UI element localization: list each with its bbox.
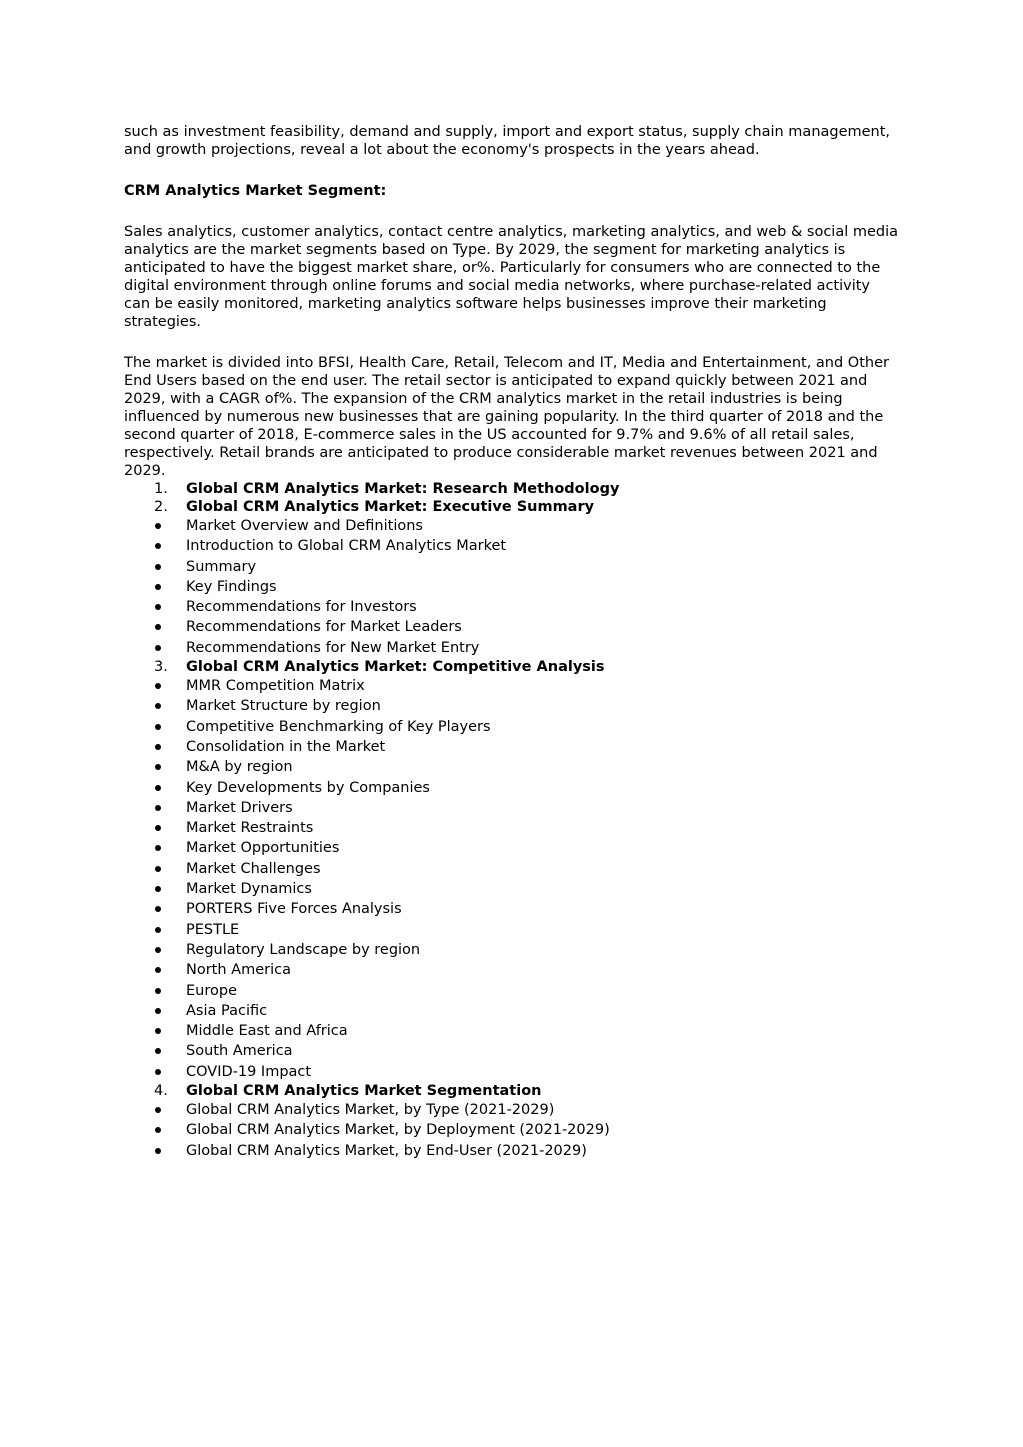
bullet-icon <box>155 1008 161 1014</box>
section-list-3 <box>124 658 899 676</box>
section-title: Global CRM Analytics Market Segmentation <box>186 1083 542 1100</box>
list-item <box>124 696 899 716</box>
bullet-icon <box>155 947 161 953</box>
bullet-icon <box>155 1107 161 1113</box>
list-item-text: Recommendations for Investors <box>186 599 417 616</box>
list-item-text: Market Dynamics <box>186 881 312 898</box>
list-item-text: Market Drivers <box>186 799 293 816</box>
list-item-text: Summary <box>186 558 257 575</box>
list-item-text: Global CRM Analytics Market, by Deployment (2021-2029) <box>186 1122 610 1139</box>
list-item-text: Middle East and Africa <box>186 1023 348 1040</box>
list-item-text: Market Restraints <box>186 820 314 837</box>
list-item <box>124 1001 899 1021</box>
bullet-icon <box>155 906 161 912</box>
section-title: Global CRM Analytics Market: Research Methodology <box>186 481 620 497</box>
bullet-icon <box>155 624 161 630</box>
list-item-text: Key Findings <box>186 578 277 595</box>
end-user-paragraph: The market is divided into BFSI, Health Care, Retail, Telecom and IT, Media and Entertainment, and Other End Users based on the end user. The retail sector is anticipated to expand quickly between 2021 and 2029, with a CAGR of%. The expansion of the CRM analytics market in the retail industries is being influenced by numerous new businesses that are gaining popularity. In the third quarter of 2018 and the second quarter of 2018, E-commerce sales in the US accounted for 9.7% and 9.6% of all retail sales, respectively. Retail brands are anticipated to produce considerable market revenues between 2021 and 2029. <box>124 355 889 479</box>
list-item-text: MMR Competition Matrix <box>186 678 365 695</box>
bullet-icon <box>155 886 161 892</box>
competitive-analysis-list <box>124 676 899 1082</box>
list-item <box>124 676 899 696</box>
list-item-text: PESTLE <box>186 921 240 938</box>
list-item <box>124 557 899 577</box>
bullet-icon <box>155 967 161 973</box>
list-item-text: Key Developments by Companies <box>186 779 430 796</box>
document-page <box>124 123 899 1161</box>
list-item <box>124 1041 899 1061</box>
bullet-icon <box>155 683 161 689</box>
list-item-text: North America <box>186 962 291 979</box>
list-item-text: Market Overview and Definitions <box>186 518 423 534</box>
section-heading <box>124 498 899 516</box>
bullet-icon <box>155 604 161 610</box>
section-number: 4. <box>154 1083 168 1100</box>
list-item <box>124 981 899 1001</box>
bullet-icon <box>155 866 161 872</box>
list-item-text: Asia Pacific <box>186 1002 268 1019</box>
segmentation-list <box>124 1100 899 1161</box>
bullet-icon <box>155 764 161 770</box>
list-item <box>124 920 899 940</box>
list-item <box>124 717 899 737</box>
list-item-text: COVID-19 Impact <box>186 1063 312 1080</box>
intro-paragraph: such as investment feasibility, demand and supply, import and export status, supply chain management, and growth projections, reveal a lot about the economy's prospects in the years ahead. <box>124 124 891 158</box>
list-item <box>124 638 899 658</box>
list-item-text: Global CRM Analytics Market, by End-User (2021-2029) <box>186 1142 587 1159</box>
list-item-text: PORTERS Five Forces Analysis <box>186 901 402 918</box>
list-item-text: Competitive Benchmarking of Key Players <box>186 718 491 735</box>
list-item <box>124 577 899 597</box>
bullet-icon <box>155 584 161 590</box>
bullet-icon <box>155 1069 161 1075</box>
bullet-icon <box>155 1048 161 1054</box>
list-item <box>124 536 899 556</box>
list-item <box>124 1141 899 1161</box>
list-item-text: Regulatory Landscape by region <box>186 941 421 958</box>
section-title: Global CRM Analytics Market: Competitive Analysis <box>186 659 605 676</box>
list-item-text: Introduction to Global CRM Analytics Market <box>186 538 507 555</box>
list-item <box>124 960 899 980</box>
list-item <box>124 940 899 960</box>
section-list-1-2 <box>124 480 899 516</box>
bullet-icon <box>155 703 161 709</box>
list-item <box>124 597 899 617</box>
list-item <box>124 899 899 919</box>
bullet-icon <box>155 564 161 570</box>
section-list-4 <box>124 1082 899 1100</box>
list-item-text: Recommendations for New Market Entry <box>186 639 480 656</box>
list-item <box>124 516 899 536</box>
list-item <box>124 778 899 798</box>
list-item <box>124 737 899 757</box>
section-number: 1. <box>154 481 168 497</box>
list-item-text: Market Structure by region <box>186 698 381 715</box>
list-item-text: Recommendations for Market Leaders <box>186 619 462 636</box>
segment-heading: CRM Analytics Market Segment: <box>124 183 387 199</box>
list-item <box>124 859 899 879</box>
bullet-icon <box>155 645 161 651</box>
bullet-icon <box>155 724 161 730</box>
list-item-text: M&A by region <box>186 759 293 776</box>
bullet-icon <box>155 523 161 529</box>
list-item <box>124 1021 899 1041</box>
list-item <box>124 617 899 637</box>
list-item <box>124 879 899 899</box>
bullet-icon <box>155 1127 161 1133</box>
list-item <box>124 818 899 838</box>
bullet-icon <box>155 744 161 750</box>
bullet-icon <box>155 845 161 851</box>
list-item-text: Market Challenges <box>186 860 321 877</box>
bullet-icon <box>155 543 161 549</box>
list-item <box>124 1100 899 1120</box>
section-number: 3. <box>154 659 168 676</box>
list-item <box>124 1120 899 1140</box>
section-title: Global CRM Analytics Market: Executive Summary <box>186 499 595 515</box>
list-item <box>124 838 899 858</box>
section-heading <box>124 658 899 676</box>
list-item-text: Consolidation in the Market <box>186 738 386 755</box>
section-heading <box>124 480 899 498</box>
list-item-text: South America <box>186 1043 293 1060</box>
list-item <box>124 1062 899 1082</box>
bullet-icon <box>155 825 161 831</box>
bullet-icon <box>155 1028 161 1034</box>
list-item <box>124 798 899 818</box>
list-item-text: Europe <box>186 982 237 999</box>
bullet-icon <box>155 785 161 791</box>
list-item-text: Global CRM Analytics Market, by Type (2021-2029) <box>186 1102 555 1119</box>
bullet-icon <box>155 927 161 933</box>
section-heading <box>124 1082 899 1100</box>
type-segment-paragraph: Sales analytics, customer analytics, contact centre analytics, marketing analytics, and web & social media analytics are the market segments based on Type. By 2029, the segment for marketing analytics is anticipated to have the biggest market share, or%. Particularly for consumers who are connected to the digital environment through online forums and social media networks, where purchase-related activity can be easily monitored, marketing analytics software helps businesses improve their marketing strategies. <box>124 224 899 330</box>
bullet-icon <box>155 805 161 811</box>
bullet-icon <box>155 1148 161 1154</box>
list-item <box>124 757 899 777</box>
executive-summary-list <box>124 516 899 658</box>
section-number: 2. <box>154 499 168 515</box>
list-item-text: Market Opportunities <box>186 840 340 857</box>
bullet-icon <box>155 988 161 994</box>
